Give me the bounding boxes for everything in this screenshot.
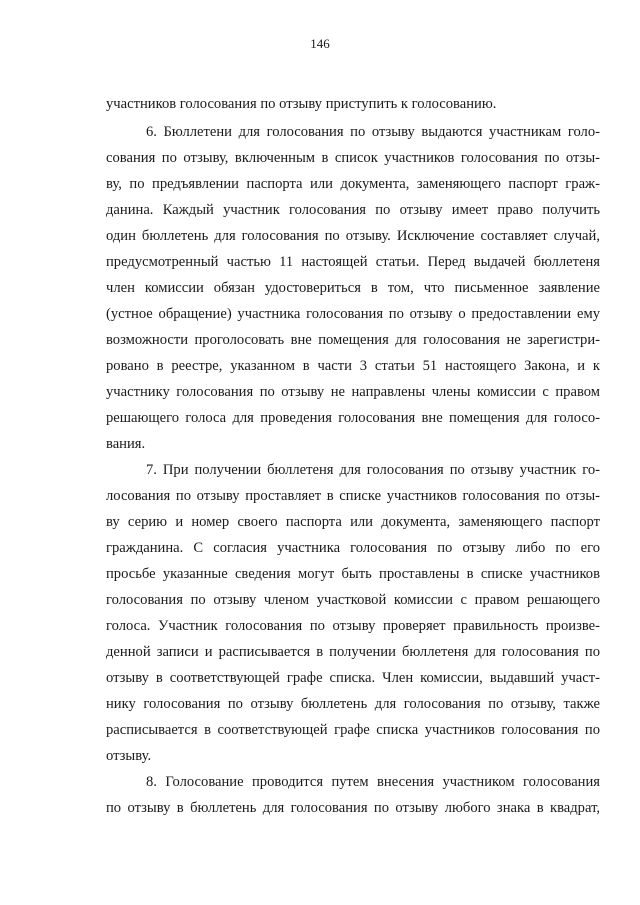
- text-line: голоса. Участник голосования по отзыву проверяет правильность произве-: [106, 618, 600, 634]
- text-line: один бюллетень для голосования по отзыву. Исключение составляет случай,: [106, 228, 600, 244]
- text-line: ровано в реестре, указанном в части 3 статьи 51 настоящего Закона, и к: [106, 358, 600, 374]
- text-line: (устное обращение) участника голосования по отзыву о предоставлении ему: [106, 306, 600, 322]
- text-line: сования по отзыву, включенным в список участников голосования по отзы-: [106, 150, 600, 166]
- text-line: участнику голосования по отзыву не направлены члены комиссии с правом: [106, 384, 600, 400]
- text-line: ву серию и номер своего паспорта или документа, заменяющего паспорт: [106, 514, 600, 530]
- text-line: решающего голоса для проведения голосования вне помещения для голосо-: [106, 410, 600, 426]
- text-line: денной записи и расписывается в получении бюллетеня для голосования по: [106, 644, 600, 660]
- text-line: лосования по отзыву проставляет в списке участников голосования по отзы-: [106, 488, 600, 504]
- text-line: данина. Каждый участник голосования по отзыву имеет право получить: [106, 202, 600, 218]
- text-line: 7. При получении бюллетеня для голосования по отзыву участник го-: [146, 462, 600, 478]
- text-line: голосования по отзыву членом участковой комиссии с правом решающего: [106, 592, 600, 608]
- text-line: вания.: [106, 436, 146, 452]
- text-line: предусмотренный частью 11 настоящей статьи. Перед выдачей бюллетеня: [106, 254, 600, 270]
- text-line: гражданина. С согласия участника голосования по отзыву либо по его: [106, 540, 600, 556]
- text-line: ву, по предъявлении паспорта или документа, заменяющего паспорт граж-: [106, 176, 600, 192]
- text-line: нику голосования по отзыву бюллетень для голосования по отзыву, также: [106, 696, 600, 712]
- page-number: 146: [310, 36, 330, 51]
- text-line: по отзыву в бюллетень для голосования по отзыву любого знака в квадрат,: [106, 800, 600, 816]
- text-line: просьбе указанные сведения могут быть проставлены в списке участников: [106, 566, 600, 582]
- text-line: участников голосования по отзыву приступить к голосованию.: [106, 96, 497, 112]
- text-line: отзыву в соответствующей графе списка. Член комиссии, выдавший участ-: [106, 670, 600, 686]
- text-line: расписывается в соответствующей графе списка участников голосования по: [106, 722, 600, 738]
- text-line: 6. Бюллетени для голосования по отзыву выдаются участникам голо-: [146, 124, 600, 140]
- text-line: 8. Голосование проводится путем внесения участником голосования: [146, 774, 600, 790]
- text-line: возможности проголосовать вне помещения для голосования не зарегистри-: [106, 332, 600, 348]
- text-line: член комиссии обязан удостовериться в том, что письменное заявление: [106, 280, 600, 296]
- text-line: отзыву.: [106, 748, 152, 764]
